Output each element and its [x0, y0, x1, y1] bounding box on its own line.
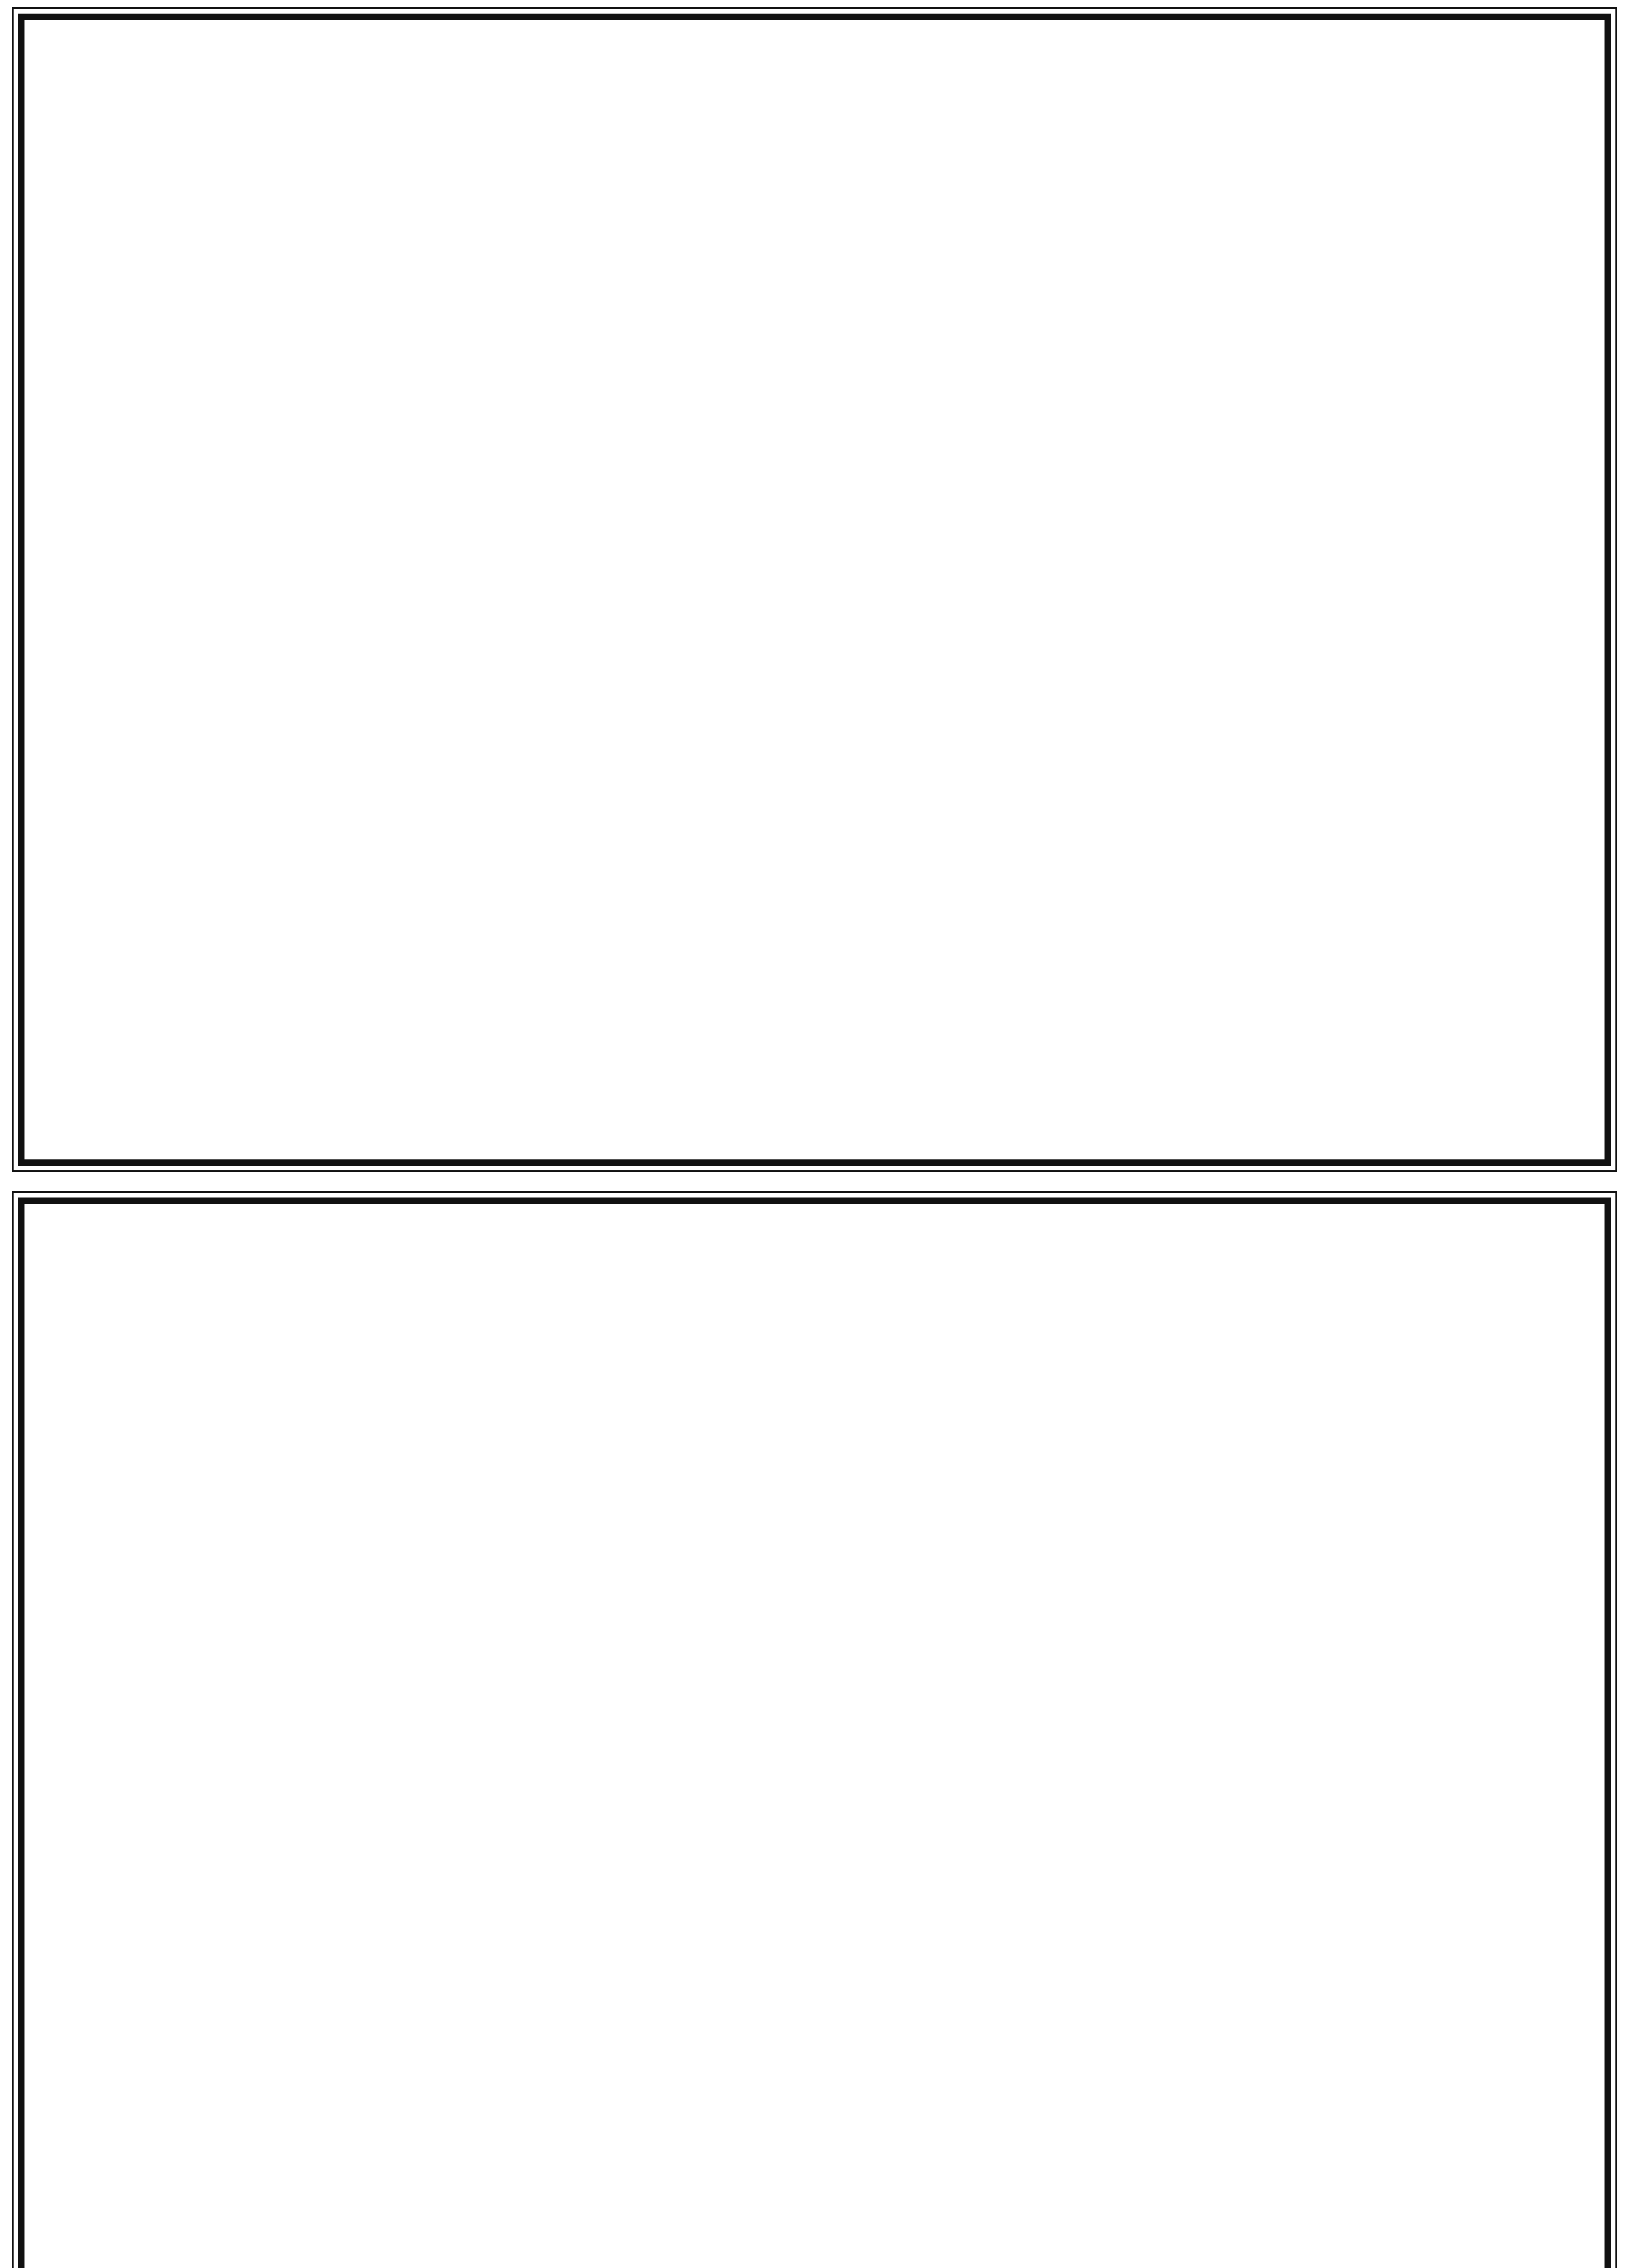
top-columns: [24, 20, 1605, 1159]
top-page: [18, 14, 1611, 1166]
bottom-columns: [24, 1204, 1605, 2268]
bottom-page: [18, 1198, 1611, 2268]
